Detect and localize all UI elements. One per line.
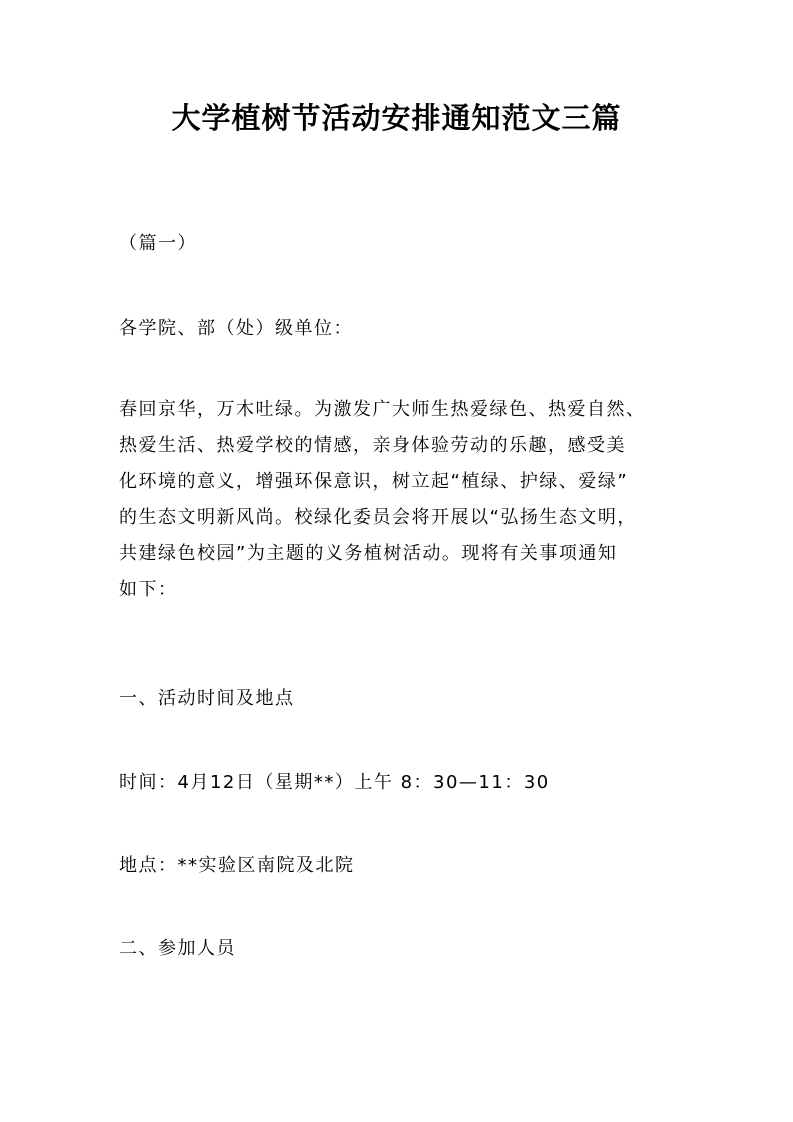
time-line: 时间：4月12日（星期**）上午 8：30—11：30 xyxy=(119,772,550,793)
intro-line: 的生态文明新风尚。校绿化委员会将开展以“弘扬生态文明， xyxy=(119,507,637,528)
section-heading-2: 二、参加人员 xyxy=(119,938,236,959)
intro-line: 春回京华，万木吐绿。为激发广大师生热爱绿色、热爱自然、 xyxy=(119,399,646,420)
intro-line: 共建绿色校园”为主题的义务植树活动。现将有关事项通知 xyxy=(119,543,618,564)
intro-line: 如下： xyxy=(119,579,178,600)
place-line: 地点：**实验区南院及北院 xyxy=(119,855,355,876)
intro-line: 化环境的意义，增强环保意识，树立起“植绿、护绿、爱绿” xyxy=(119,471,629,492)
intro-line: 热爱生活、热爱学校的情感，亲身体验劳动的乐趣，感受美 xyxy=(119,435,626,456)
section-label: （篇一） xyxy=(119,233,197,254)
document-title: 大学植树节活动安排通知范文三篇 xyxy=(171,101,622,135)
salutation: 各学院、部（处）级单位： xyxy=(119,318,353,339)
section-heading-1: 一、活动时间及地点 xyxy=(119,688,295,709)
intro-paragraph xyxy=(119,392,679,608)
